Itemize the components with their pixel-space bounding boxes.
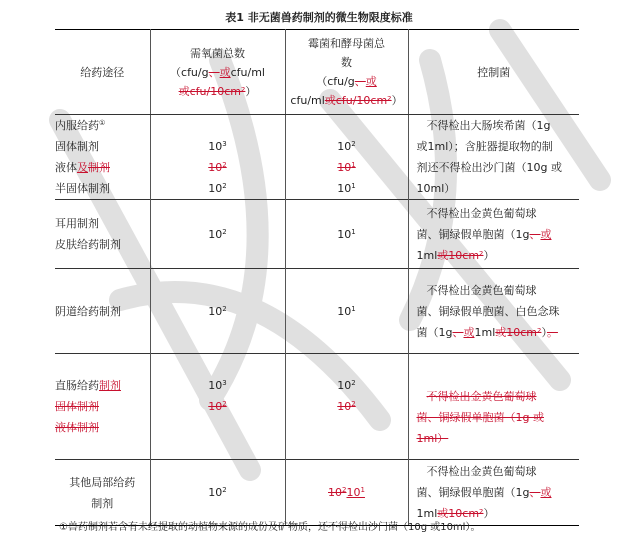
- header-control-bacteria: 控制菌: [408, 30, 579, 115]
- header-route: 给药途径: [55, 30, 150, 115]
- header-aerobic: 需氧菌总数 （cfu/g、或cfu/ml 或cfu/10cm²）: [150, 30, 285, 115]
- route-cell: 耳用制剂 皮肤给药制剂: [55, 200, 150, 269]
- route-cell: 阴道给药制剂: [55, 269, 150, 354]
- mold-cell: $10^1$: [285, 200, 408, 269]
- header-mold-yeast: 霉菌和酵母菌总 数 （cfu/g、或 cfu/ml或cfu/10cm²）: [285, 30, 408, 115]
- table-row-ear-skin: [55, 200, 579, 269]
- header-row: [55, 30, 579, 115]
- table-title: 表1 非无菌兽药制剂的微生物限度标准: [225, 11, 413, 24]
- table-row-vaginal: [55, 269, 579, 354]
- mold-cell: $10^210^1$: [285, 460, 408, 526]
- aerobic-cell: $10^2$: [150, 460, 285, 526]
- table-row-rectal: [55, 354, 579, 460]
- mold-cell: $10^2$ $10^2$: [285, 354, 408, 460]
- microbial-limits-table: [55, 29, 579, 526]
- mold-cell: $10^1$: [285, 269, 408, 354]
- mold-cell: $10^2$ $10^1$ $10^1$: [285, 115, 408, 200]
- route-cell: 内服给药① 固体制剂 液体及制剂 半固体制剂: [55, 115, 150, 200]
- control-cell: 不得检出金黄色葡萄球 菌、铜绿假单胞菌（1g、或 1ml或10cm²）: [416, 206, 552, 262]
- control-cell: 不得检出金黄色葡萄球 菌、铜绿假单胞菌（1g 或 1ml）: [416, 389, 544, 445]
- route-cell: 其他局部给药 制剂: [55, 460, 150, 526]
- aerobic-cell: $10^2$: [150, 269, 285, 354]
- control-cell: 不得检出金黄色葡萄球 菌、铜绿假单胞菌（1g、或 1ml或10cm²）: [408, 460, 579, 526]
- route-cell: 直肠给药制剂 固体制剂 液体制剂: [55, 354, 150, 460]
- aerobic-cell: $10^3$ $10^2$: [150, 354, 285, 460]
- aerobic-cell: $10^3$ $10^2$ $10^2$: [150, 115, 285, 200]
- aerobic-cell: $10^2$: [150, 200, 285, 269]
- table-row-other-topical: [55, 460, 579, 526]
- control-cell: 不得检出金黄色葡萄球 菌、铜绿假单胞菌、白色念珠 菌（1g、或1ml或10cm²）。: [416, 283, 560, 339]
- control-cell: 不得检出大肠埃希菌（1g 或1ml）；含脏器提取物的制 剂还不得检出沙门菌（10g 或 10ml）: [416, 119, 562, 195]
- table-row-oral: [55, 115, 579, 200]
- footnote: ①兽药制剂若含有未经提取的动植物来源的成份及矿物质，还不得检出沙门菌（10g 或10ml）。: [59, 522, 481, 533]
